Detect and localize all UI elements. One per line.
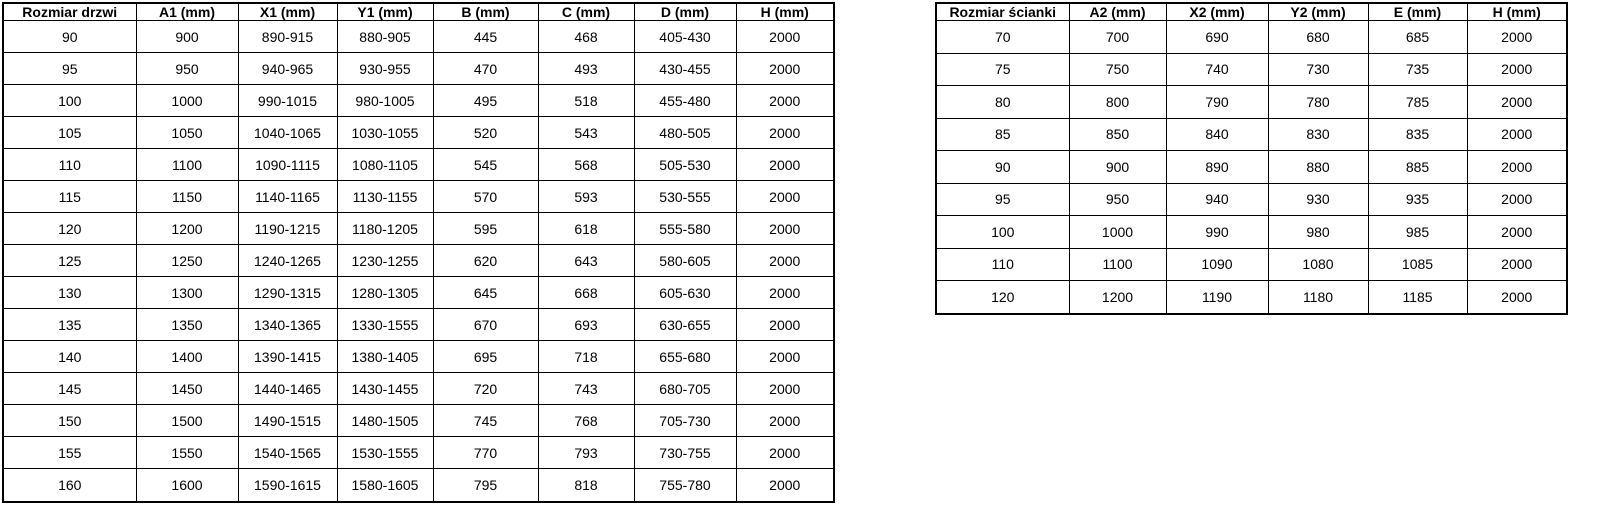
- header-cell: C (mm): [538, 3, 634, 21]
- wall-size-table: [935, 2, 1568, 315]
- table-cell: 1180-1205: [337, 213, 433, 245]
- table-cell: 155: [3, 437, 136, 469]
- table-cell: 1000: [1069, 216, 1166, 249]
- table-cell: 568: [538, 149, 634, 181]
- table-cell: 743: [538, 373, 634, 405]
- table-cell: 1080: [1268, 248, 1368, 281]
- table-cell: 2000: [1467, 248, 1567, 281]
- table-cell: 990-1015: [238, 85, 337, 117]
- table-cell: 1090: [1166, 248, 1268, 281]
- table-cell: 445: [433, 21, 538, 53]
- table-row: [936, 248, 1567, 281]
- table-cell: 1280-1305: [337, 277, 433, 309]
- table-cell: 940: [1166, 183, 1268, 216]
- table-row: [936, 183, 1567, 216]
- table-cell: 1580-1605: [337, 469, 433, 502]
- table-cell: 480-505: [634, 117, 736, 149]
- table-cell: 2000: [1467, 281, 1567, 315]
- table-row: [3, 405, 834, 437]
- header-cell: E (mm): [1368, 3, 1467, 21]
- table-row: [936, 118, 1567, 151]
- table-cell: 670: [433, 309, 538, 341]
- table-row: [3, 373, 834, 405]
- table-cell: 150: [3, 405, 136, 437]
- table-row: [936, 151, 1567, 184]
- table-cell: 115: [3, 181, 136, 213]
- table-cell: 790: [1166, 86, 1268, 119]
- table-cell: 2000: [736, 245, 834, 277]
- table-cell: 1550: [136, 437, 238, 469]
- table-cell: 985: [1368, 216, 1467, 249]
- table-cell: 95: [936, 183, 1069, 216]
- table-row: [3, 469, 834, 502]
- table-cell: 935: [1368, 183, 1467, 216]
- table-cell: 770: [433, 437, 538, 469]
- table-row: [3, 53, 834, 85]
- header-cell: Rozmiar ścianki: [936, 3, 1069, 21]
- table-cell: 470: [433, 53, 538, 85]
- table-cell: 768: [538, 405, 634, 437]
- table-cell: 1590-1615: [238, 469, 337, 502]
- table-cell: 95: [3, 53, 136, 85]
- table-cell: 1500: [136, 405, 238, 437]
- table-cell: 880: [1268, 151, 1368, 184]
- table-cell: 125: [3, 245, 136, 277]
- table-cell: 900: [1069, 151, 1166, 184]
- table-cell: 690: [1166, 21, 1268, 54]
- table-cell: 618: [538, 213, 634, 245]
- table-cell: 1350: [136, 309, 238, 341]
- table-row: [3, 213, 834, 245]
- table-cell: 793: [538, 437, 634, 469]
- table-row: [936, 281, 1567, 315]
- table-cell: 680-705: [634, 373, 736, 405]
- table-cell: 2000: [736, 213, 834, 245]
- table-cell: 643: [538, 245, 634, 277]
- table-cell: 110: [936, 248, 1069, 281]
- header-cell: Rozmiar drzwi: [3, 3, 136, 21]
- table-cell: 1200: [136, 213, 238, 245]
- table-cell: 620: [433, 245, 538, 277]
- table-cell: 130: [3, 277, 136, 309]
- table-cell: 890: [1166, 151, 1268, 184]
- table-cell: 495: [433, 85, 538, 117]
- table-cell: 2000: [736, 117, 834, 149]
- table-cell: 1380-1405: [337, 341, 433, 373]
- table-cell: 468: [538, 21, 634, 53]
- table-cell: 2000: [1467, 53, 1567, 86]
- table-cell: 1030-1055: [337, 117, 433, 149]
- table-cell: 1450: [136, 373, 238, 405]
- table-cell: 1490-1515: [238, 405, 337, 437]
- table-cell: 605-630: [634, 277, 736, 309]
- table-cell: 80: [936, 86, 1069, 119]
- table-cell: 735: [1368, 53, 1467, 86]
- table-cell: 2000: [736, 277, 834, 309]
- table-cell: 493: [538, 53, 634, 85]
- table-cell: 850: [1069, 118, 1166, 151]
- table-cell: 1390-1415: [238, 341, 337, 373]
- table-cell: 950: [136, 53, 238, 85]
- table-cell: 2000: [736, 309, 834, 341]
- table-cell: 2000: [736, 341, 834, 373]
- table-cell: 1050: [136, 117, 238, 149]
- header-cell: A1 (mm): [136, 3, 238, 21]
- header-cell: Y2 (mm): [1268, 3, 1368, 21]
- table-cell: 1480-1505: [337, 405, 433, 437]
- table-row: [3, 85, 834, 117]
- table-cell: 780: [1268, 86, 1368, 119]
- table-cell: 800: [1069, 86, 1166, 119]
- table-cell: 545: [433, 149, 538, 181]
- table-cell: 1185: [1368, 281, 1467, 315]
- table-cell: 1300: [136, 277, 238, 309]
- table-cell: 1340-1365: [238, 309, 337, 341]
- table-cell: 595: [433, 213, 538, 245]
- table-cell: 1100: [1069, 248, 1166, 281]
- table-cell: 593: [538, 181, 634, 213]
- table-cell: 880-905: [337, 21, 433, 53]
- door-size-table: [2, 2, 835, 503]
- table-cell: 110: [3, 149, 136, 181]
- header-cell: H (mm): [736, 3, 834, 21]
- table-cell: 2000: [1467, 86, 1567, 119]
- table-cell: 120: [3, 213, 136, 245]
- table-cell: 900: [136, 21, 238, 53]
- table-cell: 990: [1166, 216, 1268, 249]
- table-cell: 705-730: [634, 405, 736, 437]
- table-cell: 2000: [736, 85, 834, 117]
- table-cell: 655-680: [634, 341, 736, 373]
- table-cell: 455-480: [634, 85, 736, 117]
- header-cell: A2 (mm): [1069, 3, 1166, 21]
- table-cell: 1180: [1268, 281, 1368, 315]
- table-cell: 2000: [1467, 151, 1567, 184]
- table-cell: 750: [1069, 53, 1166, 86]
- table-cell: 140: [3, 341, 136, 373]
- table-cell: 1240-1265: [238, 245, 337, 277]
- table-cell: 1190-1215: [238, 213, 337, 245]
- header-row: [3, 3, 834, 21]
- table-cell: 700: [1069, 21, 1166, 54]
- table-cell: 890-915: [238, 21, 337, 53]
- table-cell: 1290-1315: [238, 277, 337, 309]
- table-cell: 885: [1368, 151, 1467, 184]
- table-row: [936, 86, 1567, 119]
- table-cell: 668: [538, 277, 634, 309]
- table-cell: 70: [936, 21, 1069, 54]
- table-cell: 830: [1268, 118, 1368, 151]
- table-cell: 1430-1455: [337, 373, 433, 405]
- table-row: [3, 277, 834, 309]
- table-cell: 1400: [136, 341, 238, 373]
- table-cell: 818: [538, 469, 634, 502]
- table-cell: 100: [936, 216, 1069, 249]
- table-cell: 1080-1105: [337, 149, 433, 181]
- table-cell: 1250: [136, 245, 238, 277]
- table-row: [3, 117, 834, 149]
- header-cell: B (mm): [433, 3, 538, 21]
- table-cell: 2000: [736, 149, 834, 181]
- header-cell: Y1 (mm): [337, 3, 433, 21]
- table-cell: 120: [936, 281, 1069, 315]
- table-cell: 2000: [1467, 21, 1567, 54]
- table-cell: 930: [1268, 183, 1368, 216]
- table-row: [3, 181, 834, 213]
- table-cell: 2000: [1467, 118, 1567, 151]
- table-row: [3, 309, 834, 341]
- table-cell: 2000: [736, 437, 834, 469]
- table-cell: 160: [3, 469, 136, 502]
- table-cell: 2000: [736, 181, 834, 213]
- table-row: [936, 53, 1567, 86]
- table-row: [3, 245, 834, 277]
- table-cell: 1100: [136, 149, 238, 181]
- table-cell: 145: [3, 373, 136, 405]
- table-cell: 730-755: [634, 437, 736, 469]
- table-cell: 85: [936, 118, 1069, 151]
- table-cell: 2000: [736, 21, 834, 53]
- header-cell: X2 (mm): [1166, 3, 1268, 21]
- table-cell: 1600: [136, 469, 238, 502]
- table-cell: 930-955: [337, 53, 433, 85]
- table-cell: 755-780: [634, 469, 736, 502]
- table-cell: 135: [3, 309, 136, 341]
- table-cell: 840: [1166, 118, 1268, 151]
- table-row: [936, 21, 1567, 54]
- table-cell: 1000: [136, 85, 238, 117]
- header-cell: X1 (mm): [238, 3, 337, 21]
- table-cell: 530-555: [634, 181, 736, 213]
- table-cell: 555-580: [634, 213, 736, 245]
- table-cell: 2000: [736, 469, 834, 502]
- table-cell: 835: [1368, 118, 1467, 151]
- table-cell: 520: [433, 117, 538, 149]
- table-cell: 730: [1268, 53, 1368, 86]
- table-cell: 1085: [1368, 248, 1467, 281]
- table-cell: 950: [1069, 183, 1166, 216]
- table-cell: 1330-1555: [337, 309, 433, 341]
- table-cell: 75: [936, 53, 1069, 86]
- table-cell: 940-965: [238, 53, 337, 85]
- table-cell: 1090-1115: [238, 149, 337, 181]
- table-cell: 1530-1555: [337, 437, 433, 469]
- table-cell: 718: [538, 341, 634, 373]
- table-cell: 105: [3, 117, 136, 149]
- table-cell: 1230-1255: [337, 245, 433, 277]
- table-cell: 685: [1368, 21, 1467, 54]
- table-cell: 90: [3, 21, 136, 53]
- table-cell: 2000: [1467, 183, 1567, 216]
- table-cell: 1200: [1069, 281, 1166, 315]
- table-cell: 2000: [736, 53, 834, 85]
- table-cell: 1190: [1166, 281, 1268, 315]
- table-cell: 580-605: [634, 245, 736, 277]
- table-cell: 1040-1065: [238, 117, 337, 149]
- table-cell: 795: [433, 469, 538, 502]
- table-cell: 740: [1166, 53, 1268, 86]
- table-cell: 980-1005: [337, 85, 433, 117]
- table-cell: 2000: [1467, 216, 1567, 249]
- header-cell: H (mm): [1467, 3, 1567, 21]
- header-cell: D (mm): [634, 3, 736, 21]
- table-cell: 630-655: [634, 309, 736, 341]
- table-cell: 1540-1565: [238, 437, 337, 469]
- table-cell: 785: [1368, 86, 1467, 119]
- table-cell: 505-530: [634, 149, 736, 181]
- table-cell: 2000: [736, 405, 834, 437]
- table-cell: 645: [433, 277, 538, 309]
- table-row: [3, 437, 834, 469]
- table-cell: 430-455: [634, 53, 736, 85]
- table-cell: 695: [433, 341, 538, 373]
- table-cell: 1130-1155: [337, 181, 433, 213]
- table-cell: 680: [1268, 21, 1368, 54]
- table-cell: 518: [538, 85, 634, 117]
- table-cell: 1440-1465: [238, 373, 337, 405]
- table-cell: 693: [538, 309, 634, 341]
- table-cell: 980: [1268, 216, 1368, 249]
- table-row: [3, 149, 834, 181]
- table-row: [3, 21, 834, 53]
- table-cell: 1140-1165: [238, 181, 337, 213]
- table-cell: 720: [433, 373, 538, 405]
- table-cell: 90: [936, 151, 1069, 184]
- table-row: [936, 216, 1567, 249]
- table-cell: 745: [433, 405, 538, 437]
- table-cell: 100: [3, 85, 136, 117]
- header-row: [936, 3, 1567, 21]
- table-cell: 543: [538, 117, 634, 149]
- table-cell: 1150: [136, 181, 238, 213]
- table-row: [3, 341, 834, 373]
- table-cell: 570: [433, 181, 538, 213]
- table-cell: 2000: [736, 373, 834, 405]
- table-cell: 405-430: [634, 21, 736, 53]
